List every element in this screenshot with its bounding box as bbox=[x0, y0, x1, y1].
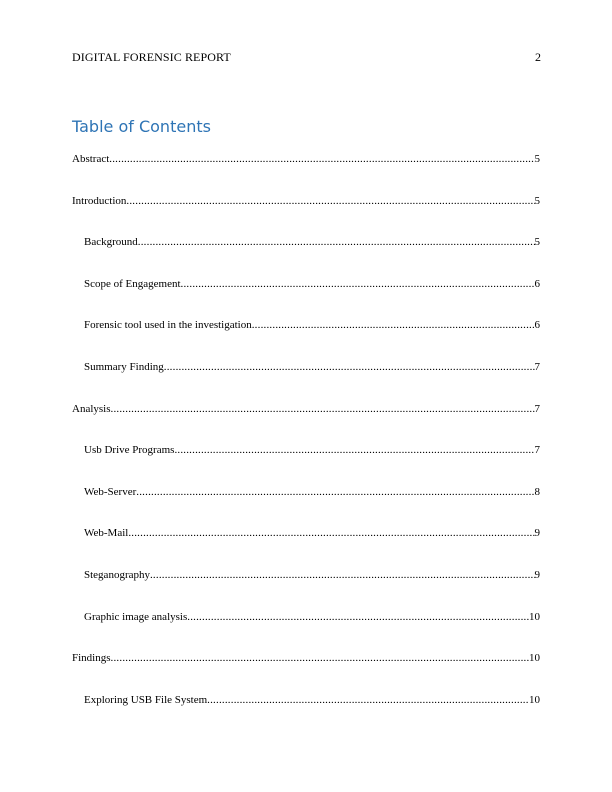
toc-entry-scope-of-engagement[interactable] bbox=[72, 277, 540, 319]
table-of-contents bbox=[72, 152, 540, 734]
toc-dot-leader bbox=[164, 360, 535, 374]
toc-entry-title: Scope of Engagement bbox=[84, 277, 181, 290]
toc-entry-title: Exploring USB File System bbox=[84, 693, 208, 706]
toc-dot-leader bbox=[174, 443, 534, 457]
toc-entry-analysis[interactable] bbox=[72, 402, 540, 444]
toc-entry-title: Introduction bbox=[72, 194, 127, 207]
toc-entry-page: 7 bbox=[534, 360, 540, 373]
toc-entry-title: Usb Drive Programs bbox=[84, 444, 175, 457]
toc-entry-page: 10 bbox=[529, 610, 540, 623]
toc-dot-leader bbox=[138, 235, 535, 249]
toc-dot-leader bbox=[187, 610, 529, 624]
toc-entry-title: Web-Mail bbox=[84, 527, 129, 540]
toc-entry-page: 8 bbox=[534, 485, 540, 498]
page-number: 2 bbox=[535, 50, 541, 64]
toc-dot-leader bbox=[136, 485, 534, 499]
toc-dot-leader bbox=[207, 693, 529, 707]
toc-entry-exploring-usb-file-system[interactable] bbox=[72, 693, 540, 735]
toc-dot-leader bbox=[150, 568, 535, 582]
toc-entry-steganography[interactable] bbox=[72, 568, 540, 610]
toc-entry-page: 10 bbox=[529, 693, 540, 706]
toc-entry-web-server[interactable] bbox=[72, 485, 540, 527]
toc-dot-leader bbox=[181, 277, 535, 291]
toc-dot-leader bbox=[252, 318, 535, 332]
toc-entry-abstract[interactable] bbox=[72, 152, 540, 194]
toc-entry-web-mail[interactable] bbox=[72, 526, 540, 568]
toc-dot-leader bbox=[111, 651, 529, 665]
toc-entry-page: 10 bbox=[529, 652, 540, 665]
toc-entry-title: Findings bbox=[72, 652, 111, 665]
toc-entry-title: Summary Finding bbox=[84, 360, 164, 373]
toc-entry-page: 9 bbox=[534, 527, 540, 540]
toc-entry-title: Analysis bbox=[72, 402, 111, 415]
toc-entry-page: 7 bbox=[534, 402, 540, 415]
toc-heading: Table of Contents bbox=[72, 117, 211, 136]
running-head: DIGITAL FORENSIC REPORT bbox=[72, 50, 231, 64]
toc-dot-leader bbox=[111, 402, 535, 416]
toc-entry-forensic-tool[interactable] bbox=[72, 318, 540, 360]
toc-entry-graphic-image-analysis[interactable] bbox=[72, 610, 540, 652]
toc-entry-page: 5 bbox=[534, 194, 540, 207]
toc-entry-title: Graphic image analysis bbox=[84, 610, 188, 623]
toc-entry-page: 5 bbox=[534, 236, 540, 249]
toc-dot-leader bbox=[128, 526, 534, 540]
toc-entry-title: Forensic tool used in the investigation bbox=[84, 319, 252, 332]
toc-entry-title: Steganography bbox=[84, 568, 150, 581]
toc-entry-introduction[interactable] bbox=[72, 194, 540, 236]
toc-entry-title: Abstract bbox=[72, 153, 110, 165]
toc-entry-summary-finding[interactable] bbox=[72, 360, 540, 402]
toc-dot-leader bbox=[126, 194, 534, 208]
toc-entry-page: 6 bbox=[534, 277, 540, 290]
toc-entry-page: 9 bbox=[534, 568, 540, 581]
toc-entry-page: 7 bbox=[534, 444, 540, 457]
toc-entry-title: Background bbox=[84, 236, 138, 249]
toc-entry-page: 6 bbox=[534, 319, 540, 332]
toc-entry-findings[interactable] bbox=[72, 651, 540, 693]
toc-entry-page: 5 bbox=[534, 153, 540, 165]
toc-dot-leader bbox=[109, 152, 534, 166]
toc-entry-background[interactable] bbox=[72, 235, 540, 277]
toc-entry-title: Web-Server bbox=[84, 485, 137, 498]
toc-entry-usb-drive-programs[interactable] bbox=[72, 443, 540, 485]
